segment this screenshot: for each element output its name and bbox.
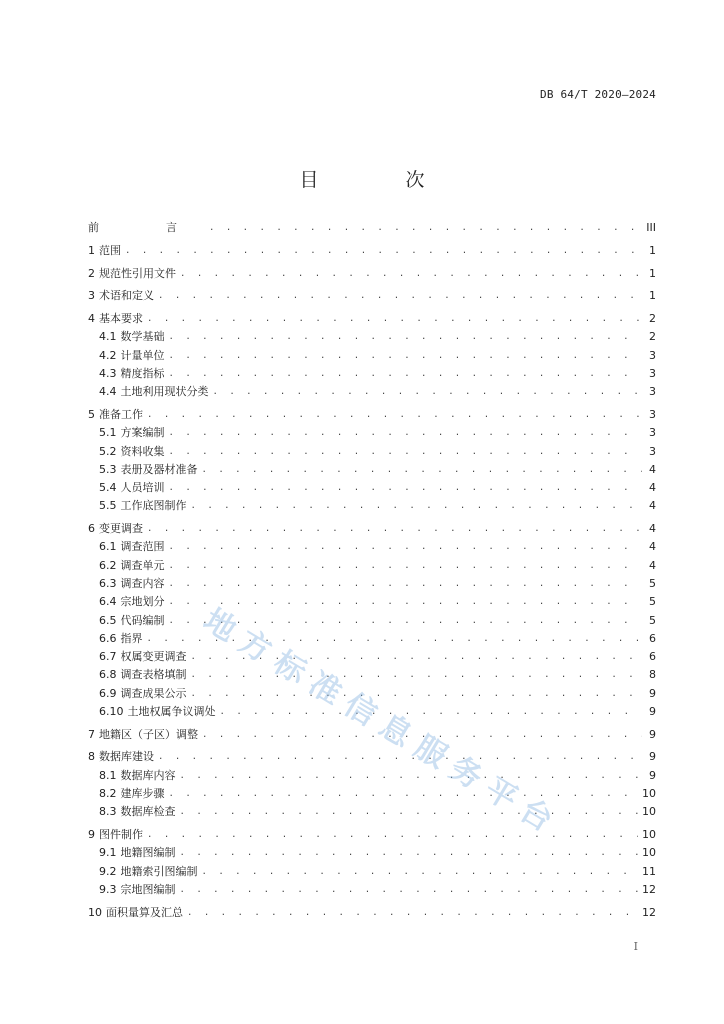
toc-entry-label: 方案编制	[120, 426, 165, 440]
toc-entry-page: 4	[649, 522, 656, 536]
toc-entry-number: 5.3	[99, 462, 117, 476]
toc-entry-page: 3	[649, 444, 656, 458]
toc-entry-label: 指界	[120, 631, 143, 645]
toc-entry-page: 4	[649, 540, 656, 554]
toc-entry-label: 调查范围	[120, 540, 165, 554]
standard-code: DB 64/T 2020—2024	[540, 88, 656, 101]
toc-entry-number: 5.4	[99, 481, 117, 495]
toc-dot-leader	[169, 577, 643, 591]
toc-entry[interactable]	[88, 240, 656, 258]
toc-entry[interactable]	[88, 495, 656, 513]
toc-entry-page: 5	[649, 576, 656, 590]
toc-entry-page: 10	[642, 805, 656, 819]
toc-entry-page: 1	[649, 266, 656, 280]
toc-entry-page: 2	[649, 330, 656, 344]
toc-entry-label: 图件制作	[99, 828, 143, 842]
toc-entry[interactable]	[88, 842, 656, 860]
toc-entry-number: 8.3	[99, 805, 117, 819]
toc-entry-page: 4	[649, 558, 656, 572]
toc-dot-leader	[180, 769, 643, 783]
toc-entry-page: 9	[649, 727, 656, 741]
toc-entry-number: 5	[88, 407, 95, 421]
toc-entry-number: 6.9	[99, 686, 117, 700]
toc-entry-number: 8.2	[99, 787, 117, 801]
toc-dot-leader	[169, 481, 643, 495]
toc-entry[interactable]	[88, 477, 656, 495]
toc-entry-page: 10	[642, 828, 656, 842]
watermark: 地方标准信息服务平台	[197, 601, 568, 845]
toc-entry-label: 面积量算及汇总	[106, 905, 183, 919]
toc-entry-number: 6.3	[99, 576, 117, 590]
toc-entry-number: 9	[88, 828, 95, 842]
toc-dot-leader	[202, 865, 639, 879]
toc-entry[interactable]	[88, 646, 656, 664]
toc-entry[interactable]	[88, 879, 656, 897]
toc-entry-page: 6	[649, 631, 656, 645]
toc-entry[interactable]	[88, 746, 656, 764]
toc-entry[interactable]	[88, 308, 656, 326]
toc-dot-leader	[187, 906, 638, 920]
toc-entry-page: 6	[649, 650, 656, 664]
toc-entry-page: 4	[649, 481, 656, 495]
toc-entry-label: 规范性引用文件	[99, 266, 176, 280]
toc-entry-label: 地籍索引图编制	[120, 864, 198, 878]
toc-entry-label: 宗地划分	[120, 595, 165, 609]
toc-dot-leader	[169, 540, 643, 554]
toc-dot-leader	[220, 705, 643, 719]
toc-dot-leader	[191, 499, 643, 513]
toc-dot-leader	[180, 846, 639, 860]
toc-entry-number: 7	[88, 727, 95, 741]
toc-entry-page: 9	[649, 686, 656, 700]
toc-entry[interactable]	[88, 518, 656, 536]
toc-entry-label: 宗地图编制	[120, 882, 176, 896]
toc-dot-leader	[169, 367, 643, 381]
toc-entry-number: 6.10	[99, 705, 124, 719]
toc-entry-label: 调查表格填制	[120, 668, 187, 682]
toc-entry-number: 3	[88, 289, 95, 303]
toc-dot-leader	[209, 221, 642, 235]
toc-entry-page: 3	[649, 348, 656, 362]
page-title: 目 次	[299, 168, 459, 191]
toc-dot-leader	[169, 426, 643, 440]
toc-entry-page: 1	[649, 289, 656, 303]
page-number: I	[633, 940, 638, 953]
toc-entry[interactable]	[88, 901, 656, 919]
toc-entry-number: 9.3	[99, 882, 117, 896]
toc-entry-number: 5.1	[99, 426, 117, 440]
toc-entry-label: 数据库内容	[120, 768, 176, 782]
toc-dot-leader	[169, 559, 643, 573]
toc-entry[interactable]	[88, 573, 656, 591]
toc-entry-label: 基本要求	[99, 312, 143, 326]
toc-entry-label: 数学基础	[120, 330, 165, 344]
toc-entry-number: 6.5	[99, 613, 117, 627]
toc-entry-label: 计量单位	[120, 348, 165, 362]
toc-entry-label: 精度指标	[120, 366, 165, 380]
toc-entry-number: 5.2	[99, 444, 117, 458]
toc-dot-leader	[169, 349, 643, 363]
toc-dot-leader	[147, 312, 642, 326]
toc-entry[interactable]	[88, 801, 656, 819]
toc-entry-label: 地籍区（子区）调整	[99, 727, 198, 741]
toc-entry-number: 6.7	[99, 650, 117, 664]
toc-entry-label: 变更调查	[99, 522, 143, 536]
toc-entry-number: 4.4	[99, 385, 117, 399]
toc-entry[interactable]	[88, 422, 656, 440]
toc-entry-page: III	[646, 221, 656, 235]
toc-entry-number: 6.8	[99, 668, 117, 682]
toc-entry[interactable]	[88, 459, 656, 477]
toc-entry[interactable]	[88, 217, 656, 235]
toc-entry-label: 数据库检查	[120, 805, 176, 819]
toc-entry[interactable]	[88, 536, 656, 554]
toc-entry-label: 土地权属争议调处	[127, 705, 216, 719]
toc-entry-label: 资料收集	[120, 444, 165, 458]
toc-entry[interactable]	[88, 664, 656, 682]
toc-entry-label: 范围	[99, 243, 121, 257]
toc-dot-leader	[202, 463, 643, 477]
toc-entry-label: 表册及器材准备	[120, 462, 198, 476]
toc-entry-number: 4	[88, 312, 95, 326]
toc-entry[interactable]	[88, 591, 656, 609]
toc-entry-number: 4.3	[99, 366, 117, 380]
toc-dot-leader	[169, 330, 643, 344]
toc-entry-page: 9	[649, 705, 656, 719]
toc-dot-leader	[158, 289, 642, 303]
toc-entry-number: 6.4	[99, 595, 117, 609]
toc-entry[interactable]	[88, 262, 656, 280]
toc-entry-label: 数据库建设	[99, 750, 154, 764]
toc-entry-number: 6.6	[99, 631, 117, 645]
toc-entry-number: 2	[88, 266, 95, 280]
toc-entry-label: 地籍图编制	[120, 846, 176, 860]
toc-entry[interactable]	[88, 783, 656, 801]
toc-entry-number: 8.1	[99, 768, 117, 782]
toc-entry[interactable]	[88, 824, 656, 842]
toc-dot-leader	[180, 267, 642, 281]
toc-entry-label: 人员培训	[120, 481, 165, 495]
toc-dot-leader	[169, 787, 639, 801]
toc-entry-number: 1	[88, 243, 95, 257]
toc-entry-page: 3	[649, 385, 656, 399]
toc-entry-page: 8	[649, 668, 656, 682]
toc-dot-leader	[191, 687, 643, 701]
toc-entry-page: 3	[649, 366, 656, 380]
toc-entry[interactable]	[88, 326, 656, 344]
toc-entry-page: 3	[649, 426, 656, 440]
toc-entry-number: 6	[88, 522, 95, 536]
toc-entry-number: 4.1	[99, 330, 117, 344]
toc-entry-label: 调查单元	[120, 558, 165, 572]
toc-entry-page: 11	[642, 864, 656, 878]
toc-dot-leader	[213, 385, 643, 399]
toc-entry-page: 3	[649, 407, 656, 421]
toc-entry-number: 9.2	[99, 864, 117, 878]
toc-entry-label: 土地利用现状分类	[120, 385, 209, 399]
toc-entry[interactable]	[88, 764, 656, 782]
toc-entry-page: 10	[642, 787, 656, 801]
toc-dot-leader	[147, 522, 642, 536]
toc-entry[interactable]	[88, 404, 656, 422]
toc-dot-leader	[147, 408, 642, 422]
toc-entry-label: 建库步骤	[120, 787, 165, 801]
toc-entry-number: 10	[88, 905, 102, 919]
toc-entry-label: 代码编制	[120, 613, 165, 627]
toc-entry[interactable]	[88, 285, 656, 303]
toc-entry-page: 2	[649, 312, 656, 326]
toc-entry-number: 4.2	[99, 348, 117, 362]
toc-entry-page: 12	[642, 905, 656, 919]
toc-entry[interactable]	[88, 381, 656, 399]
toc-entry-label: 术语和定义	[99, 289, 154, 303]
toc-entry[interactable]	[88, 363, 656, 381]
toc-entry-label: 调查成果公示	[120, 686, 187, 700]
toc-dot-leader	[147, 828, 638, 842]
toc-entry-page: 1	[649, 243, 656, 257]
toc-entry-page: 9	[649, 768, 656, 782]
toc-entry-page: 12	[642, 882, 656, 896]
toc-entry-number: 8	[88, 750, 95, 764]
toc-entry-number: 9.1	[99, 846, 117, 860]
toc-entry-page: 5	[649, 595, 656, 609]
toc-entry-page: 4	[649, 462, 656, 476]
toc-entry-page: 10	[642, 846, 656, 860]
toc-entry-page: 5	[649, 613, 656, 627]
toc-entry[interactable]	[88, 554, 656, 572]
toc-dot-leader	[169, 445, 643, 459]
toc-entry-label: 工作底图制作	[120, 499, 187, 513]
toc-entry-page: 9	[649, 750, 656, 764]
toc-dot-leader	[180, 883, 639, 897]
toc-entry-number: 6.1	[99, 540, 117, 554]
toc-entry[interactable]	[88, 440, 656, 458]
toc-entry-label: 准备工作	[99, 407, 143, 421]
toc-entry-label: 前 言	[88, 221, 205, 235]
toc-entry-label: 权属变更调查	[120, 650, 187, 664]
toc-entry-label: 调查内容	[120, 576, 165, 590]
toc-entry-number: 5.5	[99, 499, 117, 513]
toc-entry[interactable]	[88, 344, 656, 362]
toc-entry[interactable]	[88, 628, 656, 646]
toc-entry-number: 6.2	[99, 558, 117, 572]
toc-entry[interactable]	[88, 609, 656, 627]
toc-dot-leader	[125, 244, 642, 258]
table-of-contents	[88, 217, 656, 920]
toc-entry[interactable]	[88, 860, 656, 878]
toc-entry-page: 4	[649, 499, 656, 513]
